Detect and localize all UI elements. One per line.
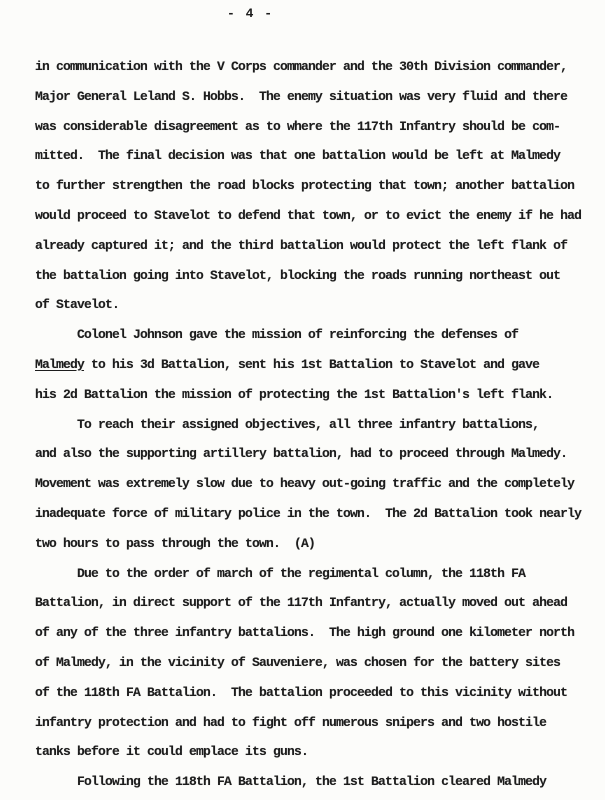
text-line: already captured it; and the third battalion would protect the left flank of <box>35 237 568 253</box>
text-line: mitted. The final decision was that one battalion would be left at Malmedy <box>35 148 561 164</box>
text-line: Due to the order of march of the regimental column, the 118th FA <box>77 565 526 581</box>
text-line: Colonel Johnson gave the mission of reinforcing the defenses of <box>77 327 519 343</box>
text-line: inadequate force of military police in the town. The 2d Battalion took nearly <box>35 505 582 521</box>
text-line: of Stavelot. <box>35 297 120 313</box>
text-line: and also the supporting artillery battalion, had to proceed through Malmedy. <box>35 446 568 462</box>
text-line: in communication with the V Corps commander and the 30th Division commander, <box>35 59 568 74</box>
text-line: Major General Leland S. Hobbs. The enemy situation was very fluid and there <box>35 88 568 104</box>
page-number: - 4 - <box>227 6 274 21</box>
underlined-word: Malmedy <box>35 356 85 372</box>
text-line: two hours to pass through the town. (A) <box>35 535 316 551</box>
text-line: would proceed to Stavelot to defend that town, or to evict the enemy if he had <box>35 207 582 223</box>
text-line: the battalion going into Stavelot, blocking the roads running northeast out <box>35 267 561 283</box>
text-line: Following the 118th FA Battalion, the 1st Battalion cleared Malmedy <box>77 774 547 790</box>
text-line: to further strengthen the road blocks protecting that town; another battalion <box>35 178 575 194</box>
text-line: of any of the three infantry battalions. The high ground one kilometer north <box>35 625 575 641</box>
text-line: of the 118th FA Battalion. The battalion proceeded to this vicinity without <box>35 684 568 700</box>
text-line: Movement was extremely slow due to heavy out-going traffic and the completely <box>35 476 575 492</box>
text-line: Malmedy to his 3d Battalion, sent his 1st Battalion to Stavelot and gave <box>35 356 540 372</box>
text-line: of Malmedy, in the vicinity of Sauveniere, was chosen for the battery sites <box>35 654 561 670</box>
document-body <box>35 52 595 797</box>
text-line: To reach their assigned objectives, all three infantry battalions, <box>77 416 540 432</box>
text-line: was considerable disagreement as to where the 117th Infantry should be com- <box>35 118 561 134</box>
text-line: tanks before it could emplace its guns. <box>35 744 309 760</box>
text-line: his 2d Battalion the mission of protecting the 1st Battalion's left flank. <box>35 386 554 402</box>
text-line: infantry protection and had to fight off numerous snipers and two hostile <box>35 714 547 730</box>
text-line: Battalion, in direct support of the 117th Infantry, actually moved out ahead <box>35 595 568 611</box>
